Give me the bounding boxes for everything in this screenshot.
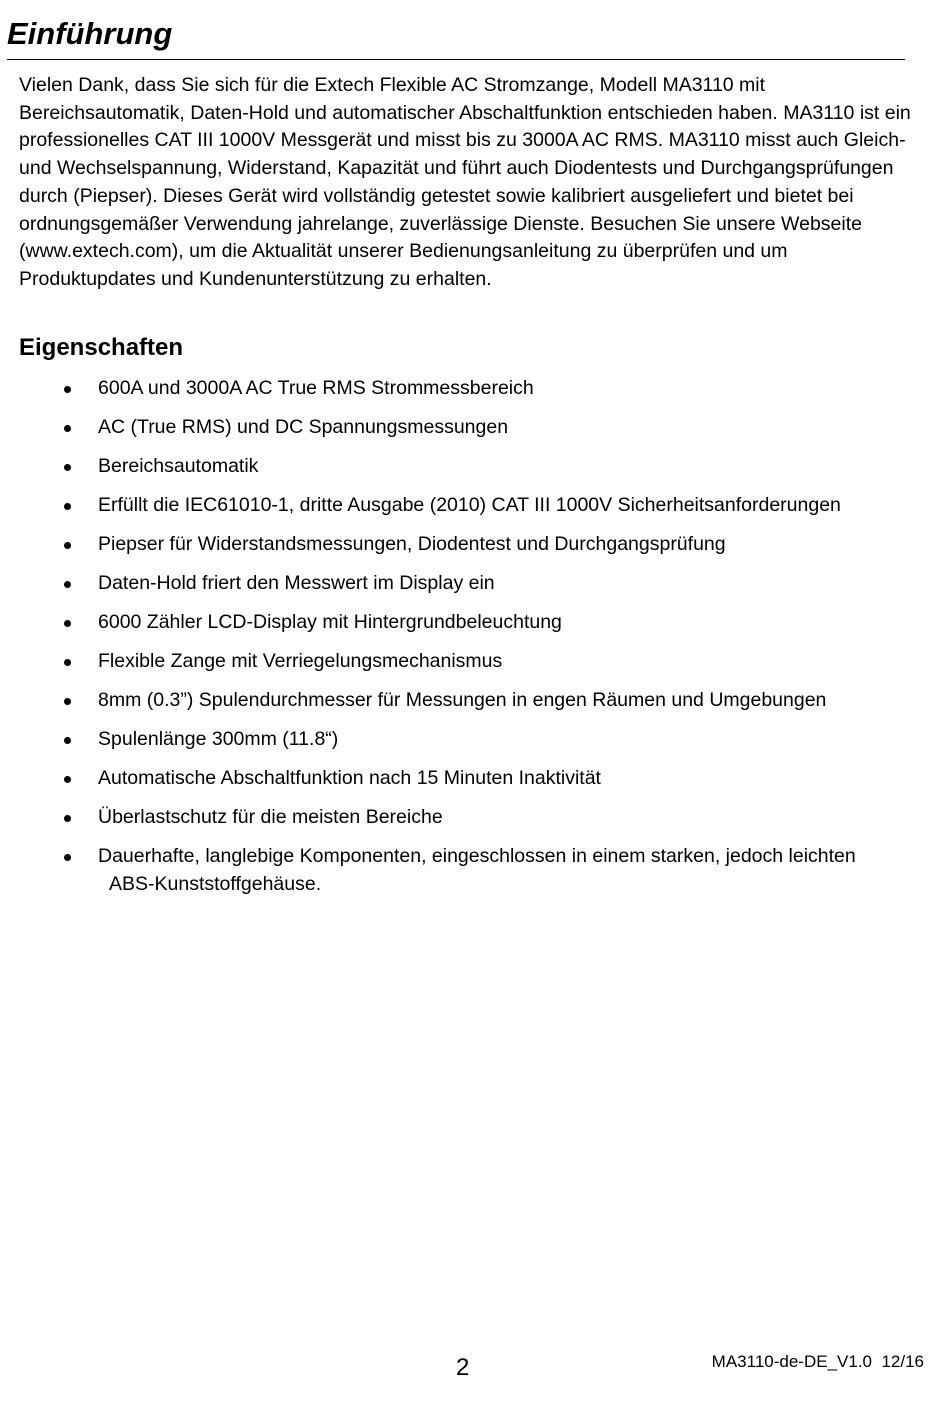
- bullet-icon: [64, 815, 71, 822]
- bullet-icon: [64, 854, 71, 861]
- list-item: [0, 726, 950, 754]
- page-title: Einführung: [7, 16, 173, 51]
- features-list: [0, 375, 950, 910]
- title-divider: [7, 59, 905, 60]
- list-item: [0, 414, 950, 442]
- list-item-text-line2: ABS-Kunststoffgehäuse.: [109, 872, 322, 895]
- bullet-icon: [64, 659, 71, 666]
- list-item-text: 8mm (0.3”) Spulendurchmesser für Messungen in engen Räumen und Umgebungen: [98, 689, 827, 711]
- list-item: [0, 765, 950, 793]
- list-item-text: Überlastschutz für die meisten Bereiche: [98, 806, 443, 828]
- intro-paragraph: Vielen Dank, dass Sie sich für die Extech Flexible AC Stromzange, Modell MA3110 mit Bereichsautomatik, Daten-Hold und automatischer Abschaltfunktion entschieden haben. MA3110 ist ein professionelles CAT III 1000V Messgerät und misst bis zu 3000A AC RMS. MA3110 misst auch Gleich- und Wechselspannung, Widerstand, Kapazität und führt auch Diodentests und Durchgangsprüfungen durch (Piepser). Dieses Gerät wird vollständig getestet sowie kalibriert ausgeliefert und bietet bei ordnungsgemäßer Verwendung jahrelange, zuverlässige Dienste. Besuchen Sie unsere Webseite (www.extech.com), um die Aktualität unserer Bedienungsanleitung zu überprüfen und um Produktupdates und Kundenunterstützung zu erhalten.: [19, 74, 911, 290]
- bullet-icon: [64, 386, 71, 393]
- list-item-text: Automatische Abschaltfunktion nach 15 Minuten Inaktivität: [98, 767, 601, 789]
- bullet-icon: [64, 737, 71, 744]
- list-item: [0, 804, 950, 832]
- list-item: [0, 609, 950, 637]
- bullet-icon: [64, 620, 71, 627]
- list-item-text: Daten-Hold friert den Messwert im Display ein: [98, 572, 495, 594]
- list-item-text: Spulenlänge 300mm (11.8“): [98, 728, 339, 750]
- bullet-icon: [64, 542, 71, 549]
- list-item: [0, 648, 950, 676]
- list-item: [0, 687, 950, 715]
- list-item-text: AC (True RMS) und DC Spannungsmessungen: [98, 416, 509, 438]
- list-item: [0, 570, 950, 598]
- bullet-icon: [64, 425, 71, 432]
- bullet-icon: [64, 503, 71, 510]
- list-item: [0, 531, 950, 559]
- list-item-text-line1: Dauerhafte, langlebige Komponenten, eingeschlossen in einem starken, jedoch leichten: [98, 845, 856, 867]
- list-item-text: Piepser für Widerstandsmessungen, Diodentest und Durchgangsprüfung: [98, 533, 726, 555]
- list-item-text: Bereichsautomatik: [98, 455, 259, 477]
- bullet-icon: [64, 464, 71, 471]
- features-heading: Eigenschaften: [19, 334, 184, 361]
- list-item-text: 600A und 3000A AC True RMS Strommessbereich: [98, 377, 534, 399]
- bullet-icon: [64, 776, 71, 783]
- list-item: [0, 843, 950, 898]
- list-item-text: Flexible Zange mit Verriegelungsmechanismus: [98, 650, 503, 672]
- bullet-icon: [64, 581, 71, 588]
- list-item: [0, 492, 950, 520]
- document-code: MA3110-de-DE_V1.0 12/16: [711, 1352, 924, 1371]
- list-item-text: Erfüllt die IEC61010-1, dritte Ausgabe (2010) CAT III 1000V Sicherheitsanforderungen: [98, 494, 841, 516]
- bullet-icon: [64, 698, 71, 705]
- page-number: 2: [456, 1354, 470, 1381]
- list-item: [0, 375, 950, 403]
- list-item-text: 6000 Zähler LCD-Display mit Hintergrundbeleuchtung: [98, 611, 562, 633]
- list-item: [0, 453, 950, 481]
